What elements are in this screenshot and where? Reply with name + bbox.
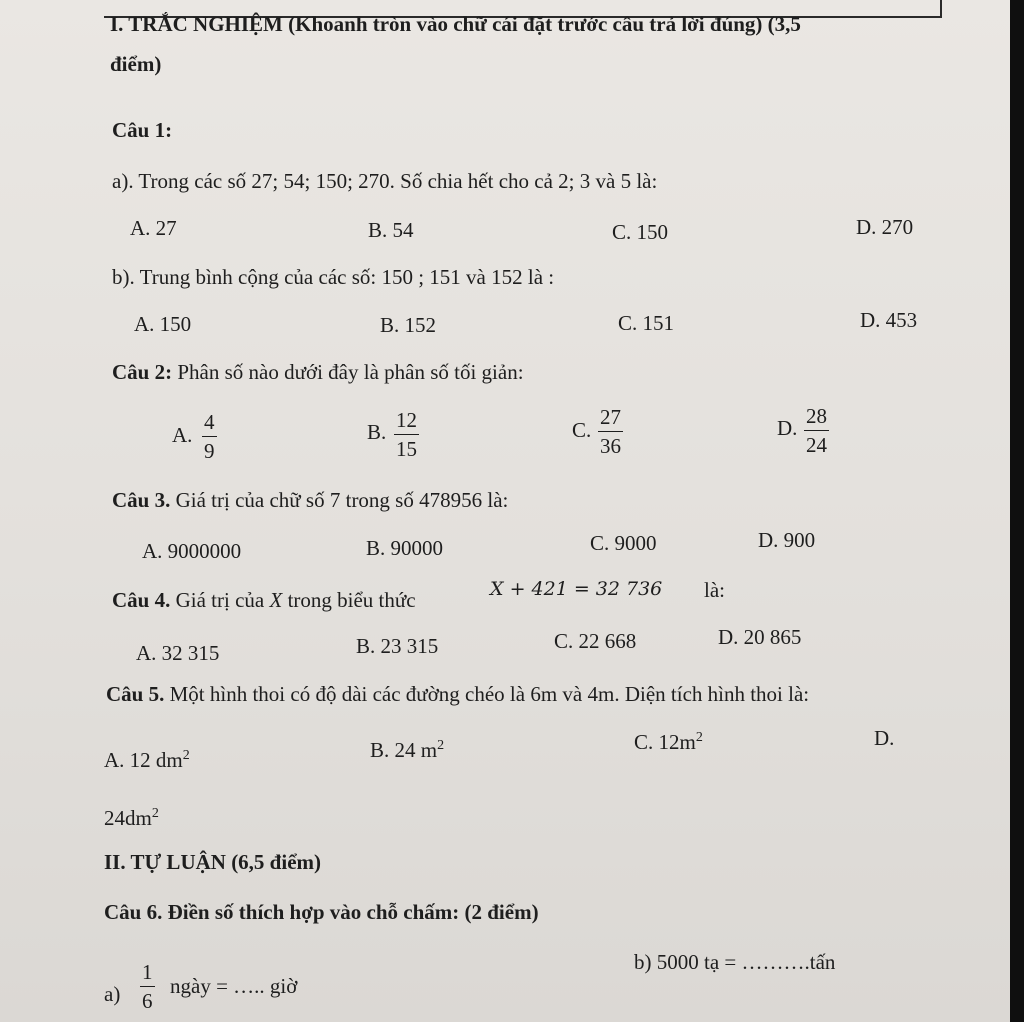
- q4-question: [112, 590, 416, 611]
- q1b-option-c[interactable]: C. 151: [618, 311, 675, 335]
- q4-variable: X: [269, 588, 283, 612]
- q1b-option-b[interactable]: B. 152: [380, 313, 437, 337]
- q4-label: Câu 4.: [112, 588, 171, 612]
- q1b-option-a[interactable]: A. 150: [134, 312, 192, 336]
- q2-label: Câu 2:: [112, 360, 173, 384]
- q1a-text: a). Trong các số 27; 54; 150; 270. Số chia hết cho cả 2; 3 và 5 là:: [112, 169, 658, 193]
- q5-option-b[interactable]: [370, 740, 444, 761]
- superscript: 2: [695, 730, 703, 745]
- q6-label: Câu 6. Điền số thích hợp vào chỗ chấm: (2 điểm): [104, 900, 539, 924]
- q3-option-d[interactable]: D. 900: [758, 528, 816, 552]
- fraction-denominator: 6: [142, 989, 153, 1013]
- q4-option-d[interactable]: D. 20 865: [718, 625, 802, 649]
- fraction-numerator: 1: [140, 962, 155, 987]
- q2-text: Phân số nào dưới đây là phân số tối giản:: [172, 360, 524, 384]
- fraction-numerator: 4: [202, 412, 217, 437]
- q2-option-c-letter[interactable]: C.: [572, 418, 592, 442]
- section2-title: II. TỰ LUẬN (6,5 điểm): [104, 850, 322, 874]
- q2-option-a-fraction[interactable]: [202, 412, 217, 462]
- q4-option-b[interactable]: B. 23 315: [356, 634, 439, 658]
- q5-label: Câu 5.: [106, 682, 165, 706]
- q6a-fraction: [140, 962, 155, 1012]
- q2-option-a-letter[interactable]: A.: [172, 423, 193, 447]
- q2-option-c-fraction[interactable]: [598, 407, 623, 457]
- fraction-numerator: 28: [804, 406, 829, 431]
- q5-option-c-text: C. 12m: [634, 730, 696, 754]
- q2-option-d-fraction[interactable]: [804, 406, 829, 456]
- q5-option-d-value-text: 24dm: [104, 806, 152, 830]
- q1a-option-a[interactable]: A. 27: [130, 216, 177, 240]
- q5-question: [106, 684, 809, 705]
- fraction-numerator: 12: [394, 410, 419, 435]
- q1a-option-b[interactable]: B. 54: [368, 218, 414, 242]
- q1b-text: b). Trung bình cộng của các số: 150 ; 151 và 152 là :: [112, 265, 555, 289]
- q4-suffix: là:: [704, 578, 725, 602]
- superscript: 2: [182, 748, 190, 763]
- q2-option-b-letter[interactable]: B.: [367, 420, 387, 444]
- section1-title-cont: điểm): [110, 52, 162, 76]
- superscript: 2: [437, 738, 445, 753]
- q3-text: Giá trị của chữ số 7 trong số 478956 là:: [170, 488, 509, 512]
- q2-option-b-fraction[interactable]: [394, 410, 419, 460]
- q4-option-c[interactable]: C. 22 668: [554, 629, 637, 653]
- q4-option-a[interactable]: A. 32 315: [136, 641, 220, 665]
- q2-option-d-letter[interactable]: D.: [777, 416, 798, 440]
- section1-title: I. TRẮC NGHIỆM (Khoanh tròn vào chữ cái đặt trước câu trả lời đúng) (3,5: [110, 12, 801, 36]
- q4-text-before: Giá trị của: [170, 588, 270, 612]
- q5-option-d[interactable]: D.: [874, 726, 895, 750]
- superscript: 2: [151, 806, 159, 821]
- fraction-denominator: 9: [204, 439, 215, 463]
- q1-label: Câu 1:: [112, 118, 173, 142]
- q1a-option-c[interactable]: C. 150: [612, 220, 669, 244]
- fraction-numerator: 27: [598, 407, 623, 432]
- fraction-denominator: 15: [396, 437, 417, 461]
- fraction-denominator: 24: [806, 433, 827, 457]
- q2-question: [112, 362, 524, 383]
- q5-text: Một hình thoi có độ dài các đường chéo là 6m và 4m. Diện tích hình thoi là:: [164, 682, 810, 706]
- q5-option-a-text: A. 12 dm: [104, 748, 183, 772]
- q1a-option-d[interactable]: D. 270: [856, 215, 914, 239]
- q6a-text: ngày = ….. giờ: [170, 974, 298, 998]
- q5-option-d-value[interactable]: [104, 808, 159, 829]
- q4-equation: X + 421 = 32 736: [490, 578, 663, 600]
- q6b-text: b) 5000 tạ = ……….tấn: [634, 950, 836, 974]
- q3-option-a[interactable]: A. 9000000: [142, 539, 242, 563]
- q6a-prefix: a): [104, 982, 121, 1006]
- q5-option-a[interactable]: [104, 750, 190, 771]
- photo-dark-edge: [1010, 0, 1024, 1022]
- q3-option-c[interactable]: C. 9000: [590, 531, 657, 555]
- q3-label: Câu 3.: [112, 488, 171, 512]
- fraction-denominator: 36: [600, 434, 621, 458]
- q4-text-after: trong biểu thức: [282, 588, 416, 612]
- header-box-border-side: [940, 0, 942, 18]
- q1b-option-d[interactable]: D. 453: [860, 308, 918, 332]
- q3-option-b[interactable]: B. 90000: [366, 536, 444, 560]
- q3-question: [112, 490, 508, 511]
- q5-option-c[interactable]: [634, 732, 703, 753]
- q5-option-b-text: B. 24 m: [370, 738, 438, 762]
